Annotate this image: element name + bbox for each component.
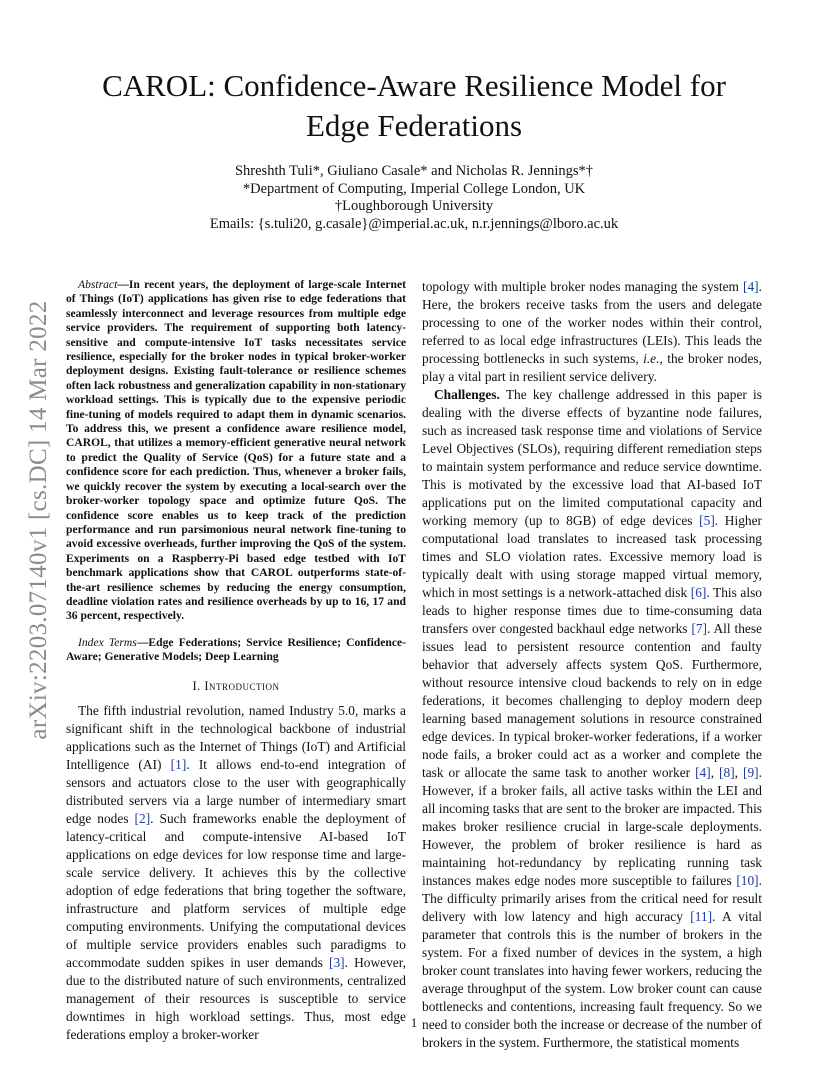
- citation-link[interactable]: [5]: [699, 513, 715, 528]
- section-heading: I. Introduction: [192, 678, 280, 693]
- intro-paragraph: The fifth industrial revolution, named Industry 5.0, marks a significant shift in the technological backbone of industrial applications such as the Internet of Things (IoT) and Artificial Intelligence (AI) [1]. It allows end-to-end integration of sensors and actuators close to the user with geographically distributed servers via a large number of intermediary smart edge nodes [2]. Such frameworks enable the deployment of latency-critical and compute-intensive AI-based IoT applications on edge devices for low response time and large-scale service delivery. It achieves this by the collective adoption of edge federations that bring together the software, infrastructure and platform services of multiple edge computing environments. Unifying the computational devices of multiple service providers enables such paradigms to accommodate sudden spikes in user demands [3]. However, due to the distributed nature of such environments, centralized management of their resources is susceptible to service downtimes in high workload settings. Thus, most edge federations employ a broker-worker: [66, 702, 406, 1042]
- paper-title: CAROL: Confidence-Aware Resilience Model for Edge Federations: [102, 68, 726, 143]
- abstract-text: —In recent years, the deployment of large-scale Internet of Things (IoT) applications has given rise to edge federations that seamlessly interconnect and leverage resources from multiple edge service providers. The requirement of supporting both latency-sensitive and compute-intensive IoT tasks necessitates service resilience, especially for the broker nodes in typical broker-worker deployment designs. Existing fault-tolerance or resilience schemes often lack robustness and generalization capability in non-stationary workload settings. This is typically due to the expensive periodic fine-tuning of models required to adapt them in dynamic scenarios. To address this, we present a confidence aware resilience model, CAROL, that utilizes a memory-efficient generative neural network to predict the Quality of Service (QoS) for a future state and a confidence score for each prediction. Thus, whenever a broker fails, we quickly recover the system by executing a local-search over the broker-worker topology space and optimize future QoS. The confidence score enables us to keep track of the prediction performance and run parsimonious neural network fine-tuning to avoid excessive overheads, further improving the QoS of the system. Experiments on a Raspberry-Pi based edge testbed with IoT benchmark applications show that CAROL outperforms state-of-the-art resilience schemes by reducing the energy consumption, deadline violation rates and resilience overheads by up to 16, 17 and 36 percent, respectively.: [66, 278, 406, 623]
- affiliation-loughborough: †Loughborough University: [334, 198, 494, 214]
- affiliation-imperial: *Department of Computing, Imperial College London, UK: [242, 180, 586, 197]
- citation-link[interactable]: [7]: [691, 621, 708, 636]
- intro-continuation-paragraph: topology with multiple broker nodes managing the system [4]. Here, the brokers receive tasks from the users and delegate processing to one of the worker nodes within their control, referred to as local edge infrastructures (LEIs). This leads the processing bottlenecks in such systems, i.e., the broker nodes, play a vital part in resilient service delivery.: [422, 279, 762, 384]
- citation-link[interactable]: [6]: [690, 585, 707, 600]
- page-number: 1: [410, 1015, 418, 1030]
- challenges-label: Challenges.: [434, 387, 500, 402]
- citation-link[interactable]: [1]: [170, 756, 187, 772]
- citation-link[interactable]: [11]: [690, 909, 713, 924]
- author-names: Shreshth Tuli*, Giuliano Casale* and Nicholas R. Jennings*†: [234, 163, 594, 179]
- citation-link[interactable]: [4]: [743, 279, 759, 294]
- challenges-paragraph: [422, 386, 762, 1052]
- abstract: [66, 278, 406, 624]
- citation-link[interactable]: [4]: [695, 765, 711, 780]
- citation-link[interactable]: [9]: [743, 765, 759, 780]
- arxiv-identifier: arXiv:2203.07140v1 [cs.DC] 14 Mar 2022: [25, 300, 52, 740]
- challenges-body: The key challenge addressed in this paper is dealing with the diverse effects of byzantine node failures, such as increased task response time and violations of Service Level Objectives (SLOs), requiring different remediation steps to maintain system performance and reduce service downtime. This is motivated by the excessive load that AI-based IoT applications put on the limited computational capacity and working memory (up to 8GB) of edge devices [5]. Higher computational load translates to increased task processing times and SLO violation rates. Excessive memory load is typically dealt with using storage mapped virtual memory, which in most settings is a network-attached disk [6]. This also leads to higher response times due to time-consuming data transfers over congested backhaul edge networks [7]. All these issues lead to persistent resource contention and faulty behavior that adversely affects system QoS. Furthermore, without resource intensive cloud backends to rely on in edge federations, it becomes challenging to deploy modern deep learning based management solutions in resource constrained edge devices. In typical broker-worker federations, if a worker node fails, a broker could act as a worker and complete the task or allocate the same task to another worker [4], [8], [9]. However, if a broker fails, all active tasks within the LEI and all incoming tasks that are sent to the broker are impacted. This makes broker resilience crucial in large-scale deployments. However, the problem of broker resilience is hard as maintaining hot-redundancy by replicating running task instances makes edge nodes more susceptible to failures [10]. The difficulty primarily arises from the critical need for result delivery with low latency and high accuracy [11]. A vital parameter that controls this is the number of brokers in the system. For a fixed number of devices in the system, a high broker count translates into having fewer workers, reducing the average throughput of the system. Low broker count can cause bottlenecks and contentions, increasing fault frequency. So we need to consider both the increase or decrease of the number of brokers in the system. Furthermore, the statistical moments: [422, 387, 762, 1050]
- citation-link[interactable]: [10]: [736, 873, 759, 888]
- left-column: [66, 278, 406, 1044]
- author-emails: Emails: {s.tuli20, g.casale}@imperial.ac.uk, n.r.jennings@lboro.ac.uk: [209, 215, 619, 232]
- arxiv-sidebar: [22, 280, 56, 760]
- index-terms: [66, 636, 406, 665]
- citation-link[interactable]: [2]: [134, 810, 151, 826]
- index-terms-text: —Edge Federations; Service Resilience; Confidence-Aware; Generative Models; Deep Learning: [66, 635, 406, 664]
- right-column: [422, 278, 762, 1052]
- italic-text: i.e.: [643, 351, 660, 366]
- citation-link[interactable]: [8]: [719, 765, 735, 780]
- index-terms-label: Index Terms: [78, 635, 137, 649]
- author-block: [0, 163, 828, 233]
- citation-link[interactable]: [3]: [328, 954, 345, 970]
- abstract-label: Abstract: [78, 278, 118, 291]
